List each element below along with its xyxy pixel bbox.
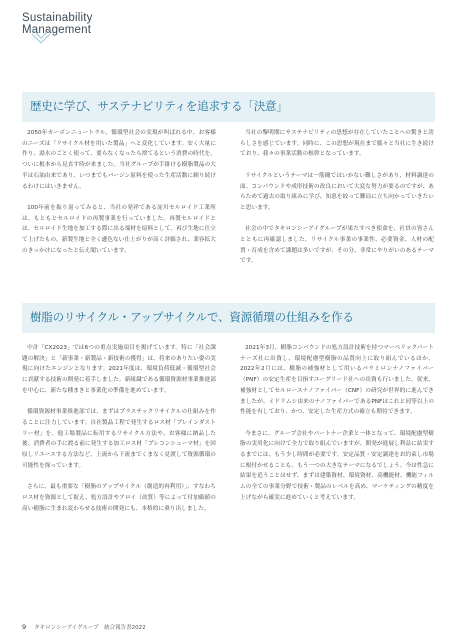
- section-2-title: 樹脂のリサイクル・アップサイクルで、資源循環の仕組みを作る: [30, 310, 354, 324]
- brand-line-2: Management: [22, 24, 92, 36]
- section-2-heading-band: [22, 303, 435, 333]
- paragraph: 社会の中でタキロンシーアイグループが果たすべき使命を、社員の皆さんとともに再確認しました。リサイクル事業の事業性、必要資金、人材の配置・育成を含めて課題は多いですが、その分、非常にやりがいのあるテーマです。: [240, 226, 434, 265]
- brand-line-1: Sustainability: [22, 12, 93, 24]
- paragraph: 100年前を振り返ってみると、当社の発祥である淀川セルロイド工業所は、もともとセルロイドの再製事業を行っていました。再製セルロイドとは、セルロイド生地を加工する際に出る端材を原料として、再び生地に仕立て上げたもの。新製生地と全く遜色ない仕上がりが高く評価され、業容拡大のきっかけになったと伝え聞いています。: [22, 204, 216, 254]
- paragraph: 循環資源材事業推進部では、まずはプラスチックリサイクルの仕組みを作ることに注力しています。自社製品工程で発生するロス材「ブレインダストリー材」を、他工場製品に転用するリサイクル方法や、お客様に納品した後、消費者の手に渡る前に発生する加工ロス材「プレコンシューマ材」を回収しリユースする方法など、上流から下流までくまなく見渡して資源循環の可能性を探っています。: [22, 409, 216, 469]
- paragraph: 2021年3月、樹脂コンパウンドの処方設計技術を持つマーベリックパートナーズ社に出資し、環境配慮型樹脂の品質向上に取り組んでいるほか、2022年2月には、樹脂の補強材として用いるバラミロンナノファイバー（PNF）の安定生産を目指すユーグリード社への出資も行いました。従来、補強材としてセルロースナノファイバー（CNF）の研究が世界的に進んできましたが、ミドリムシ由来のナノファイバーであるPNFはこれと同等以上の性能を有しており、かつ、安定した生産方式の確立も期待できます。: [240, 345, 434, 416]
- page-number: 9: [22, 623, 27, 631]
- paragraph: リサイクルというテーマは一筋縄ではいかない難しさがあり、材料調達の面、コンパウンドや成形技術の改良において大変な努力が要るのですが、あらためて過去の取り組みに学び、知恵を絞って難局に立ち向かっていきたいと思います。: [240, 172, 434, 211]
- paragraph: 中計「CX2023」では6つの重点実施項目を掲げています。特に「社会課題の解決」と「新事業・新製品・新技術の獲得」は、将来のありたい姿の実現に向けたエンジンとなります。2021年度は、環境負荷低減・循環型社会に貢献する技術の開発に着手しました。新組織である循環資源材事業推進部を中心に、新たな種まきと事業化の準備を進めています。: [22, 345, 216, 394]
- section-1-right-column: [240, 128, 434, 267]
- page-footer: [22, 623, 146, 631]
- paragraph: 今まさに、グループ会社やパートナー企業と一体となって、環境配慮型樹脂の実用化に向けて全力で取り組んでいますが、開発が進展し利益に結実するまでには、もう少し時間が必要です。安定品質・安定調達をお約束し市場に根付かせることも、もう一つの大きなテーマになるでしょう。今は性急に結果を追うことはせず、まずは建築資材、環境資材、高機能材、機能フィルムの全ての事業分野で技術・製品のレベルを高め、マーケティングの精度を上げながら確実に進めていくと考えています。: [240, 430, 434, 501]
- paragraph: 当社の黎明期にサステナビリティの思想が存在していたことへの驚きと誇らしさを感じています。同時に、この思想が現在まで脈々と当社に生き続けており、我々の事業活動の根幹となっています。: [240, 130, 434, 158]
- chevron-mark-icon: [31, 28, 51, 46]
- section-1-title: 歴史に学び、サステナビリティを追求する「決意」: [30, 99, 288, 113]
- section-1-heading-band: [22, 92, 435, 122]
- footer-text: タキロンシーアイグループ 統合報告書2022: [34, 625, 146, 631]
- paragraph: さらに、最も重要な「樹脂のアップサイクル（創造的再利用）」、すなわちロス材を資源として捉え、処方設計やアロイ（改質）等によって付加価値の高い樹脂に生まれ変わらせる技術の開発にも、本格的に乗り出しました。: [22, 484, 216, 512]
- section-1-left-column: [22, 128, 216, 256]
- paragraph: 2050年カーボンニュートラル、循環型社会の実現が叫ばれる中、お客様のニーズは「リサイクル材を用いた製品」へと変化しています。安く大量に作り、湯水のごとく使って、要らなくなったら捨てるという消費の時代を、ついに根本から見直す時が来ました。当社グループが手掛ける樹脂製品の大半は石油由来であり、いつまでもバージン原料を使った生産活動に頼り続けるわけにはいきません。: [22, 130, 216, 190]
- section-2-left-column: [22, 343, 216, 514]
- section-2-right-column: [240, 343, 434, 504]
